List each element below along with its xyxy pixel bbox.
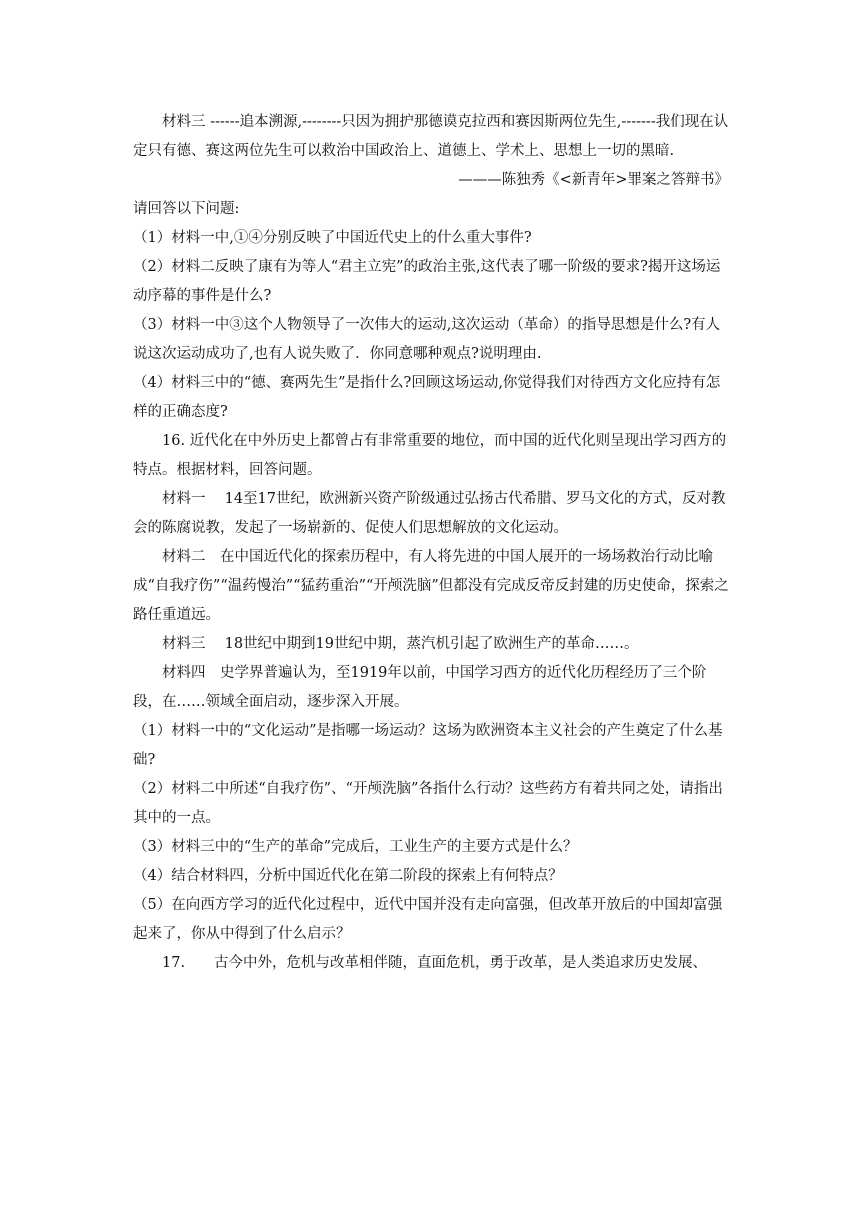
- paragraph-question-prompt: 请回答以下问题:: [133, 201, 240, 217]
- paragraph-material-3-source: ———陈独秀《<新青年>罪案之答辩书》: [458, 172, 729, 188]
- paragraph-q15-4: （4）材料三中的“德、赛两先生”是指什么?回顾这场运动,你觉得我们对待西方文化应持有怎样的正确态度?: [133, 375, 721, 420]
- paragraph-material-3-text: 材料三 ------追本溯源,--------只因为拥护那德谟克拉西和赛因斯两位先生,-------我们现在认定只有德、赛这两位先生可以救治中国政治上、道德上、学术上、思想上一切的黑暗.: [133, 114, 729, 159]
- paragraph-q16-5: （5）在向西方学习的近代化过程中，近代中国并没有走向富强，但改革开放后的中国却富强起来了，你从中得到了什么启示？: [133, 897, 723, 942]
- paragraph-q16-material-2: 材料二 在中国近代化的探索历程中，有人将先进的中国人展开的一场场救治行动比喻成“自我疗伤”“温药慢治”“猛药重治”“开颅洗脑”但都没有完成反帝反封建的历史使命，探索之路任重道远。: [133, 549, 729, 623]
- paragraph-q16-material-4: 材料四 史学界普遍认为，至1919年以前，中国学习西方的近代化历程经历了三个阶段，在……领域全面启动，逐步深入开展。: [133, 665, 707, 710]
- paragraph-q15-2: （2）材料二反映了康有为等人“君主立宪”的政治主张,这代表了哪一阶级的要求?揭开这场运动序幕的事件是什么?: [133, 259, 721, 304]
- paragraph-q16-1: （1）材料一中的“文化运动”是指哪一场运动？这场为欧洲资本主义社会的产生奠定了什么基础?: [133, 723, 723, 768]
- paragraph-q16-material-3: 材料三 18世纪中期到19世纪中期，蒸汽机引起了欧洲生产的革命……。: [162, 636, 639, 652]
- paragraph-q16-2: （2）材料二中所述“自我疗伤”、“开颅洗脑”各指什么行动？这些药方有着共同之处，请指出其中的一点。: [133, 781, 723, 826]
- paragraph-q16-3: （3）材料三中的“生产的革命”完成后，工业生产的主要方式是什么？: [133, 839, 578, 855]
- paragraph-q16-4: （4）结合材料四，分析中国近代化在第二阶段的探索上有何特点？: [133, 868, 563, 884]
- paragraph-q16-material-1: 材料一 14至17世纪，欧洲新兴资产阶级通过弘扬古代希腊、罗马文化的方式，反对教会的陈腐说教，发起了一场崭新的、促使人们思想解放的文化运动。: [133, 491, 726, 536]
- paragraph-q15-3: （3）材料一中③这个人物领导了一次伟大的运动,这次运动（革命）的指导思想是什么?有人说这次运动成功了,也有人说失败了．你同意哪种观点?说明理由.: [133, 317, 721, 362]
- paragraph-q16-stem: 16. 近代化在中外历史上都曾占有非常重要的地位，而中国的近代化则呈现出学习西方的特点。根据材料，回答问题。: [133, 433, 727, 478]
- paragraph-q17-stem: 17. 古今中外，危机与改革相伴随，直面危机，勇于改革，是人类追求历史发展、: [162, 955, 708, 971]
- paragraph-q15-1: （1）材料一中,①④分别反映了中国近代史上的什么重大事件?: [133, 230, 532, 246]
- document-body: [133, 108, 729, 978]
